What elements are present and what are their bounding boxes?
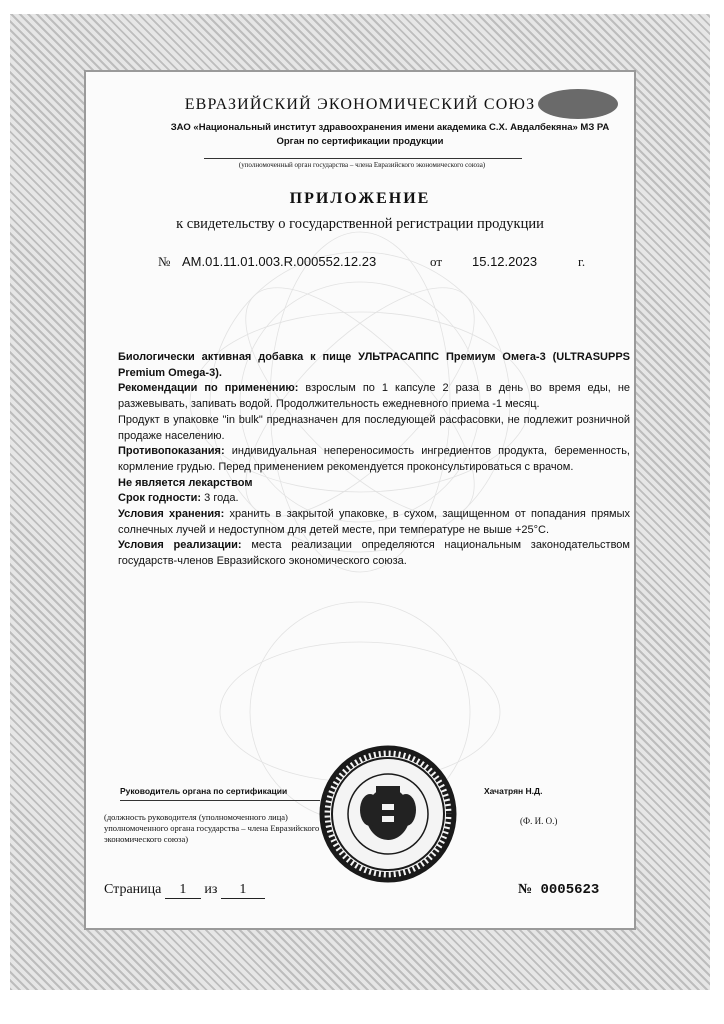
signatory-title: Руководитель органа по сертификации <box>120 786 288 796</box>
form-number-value: 0005623 <box>540 882 600 898</box>
year-suffix: г. <box>578 254 586 269</box>
header-underline <box>204 158 522 159</box>
form-number <box>518 882 599 898</box>
signatory-note: (должность руководителя (уполномоченного лица) уполномоченного органа государства – члена Евразийского экономического союза) <box>104 812 320 844</box>
certificate-number: AM.01.11.01.003.R.000552.12.23 <box>182 254 377 269</box>
sale-conditions: Условия реализации: места реализации определяются национальным законодательством государств-членов Евразийского экономического союза. <box>118 539 630 568</box>
header-note: (уполномоченный орган государства – члена Евразийского экономического союза) <box>238 161 486 169</box>
form-number-sign: № <box>518 882 533 897</box>
not-medicine: Не является лекарством <box>118 476 253 489</box>
page-counter <box>104 882 265 899</box>
usage-recommendations: Рекомендации по применению: взрослым по 1 капсуле 2 раза в день во время еды, не разжевывать, запивать водой. Продолжительность ежедневного приема -1 месяц. <box>118 382 631 411</box>
document-title: ПРИЛОЖЕНИЕ <box>289 190 431 207</box>
page-label: Страница <box>104 882 162 897</box>
page-number: 1 <box>165 882 201 899</box>
signatory-name: Хачатрян Н.Д. <box>484 786 543 796</box>
institute-name: ЗАО «Национальный институт здравоохранения имени академика С.Х. Авдалбекяна» МЗ РА <box>170 122 610 133</box>
from-label: от <box>430 254 443 269</box>
storage-conditions: Условия хранения: хранить в закрытой упаковке, в сухом, защищенном от попадания прямых солнечных лучей и недоступном для детей месте, при температуре не выше +25°С. <box>118 508 630 536</box>
bulk-note: Продукт в упаковке "in bulk" предназначен для последующей расфасовки, не подлежит розничной продаже населению. <box>118 413 630 442</box>
contraindications: Противопоказания: индивидуальная непереносимость ингредиентов продукта, беременность, кормление грудью. Перед применением рекомендуется проконсультироваться с врачом. <box>118 445 630 473</box>
official-seal <box>318 744 458 884</box>
union-title: ЕВРАЗИЙСКИЙ ЭКОНОМИЧЕСКИЙ СОЮЗ <box>184 96 536 113</box>
page-total: 1 <box>221 882 265 899</box>
shelf-life: Срок годности: 3 года. <box>118 492 239 505</box>
signature-line <box>120 800 320 801</box>
certification-body: Орган по сертификации продукции <box>276 136 444 147</box>
product-description <box>118 350 630 570</box>
product-name: Биологически активная добавка к пище УЛЬТРАСАППС Премиум Омега-3 (ULTRASUPPS Premium Omega-3). <box>118 351 630 379</box>
document-subtitle: к свидетельству о государственной регистрации продукции <box>176 216 544 232</box>
name-note: (Ф. И. О.) <box>520 816 558 826</box>
number-sign: № <box>158 254 171 269</box>
of-label: из <box>204 882 218 897</box>
certificate-date: 15.12.2023 <box>472 254 538 269</box>
